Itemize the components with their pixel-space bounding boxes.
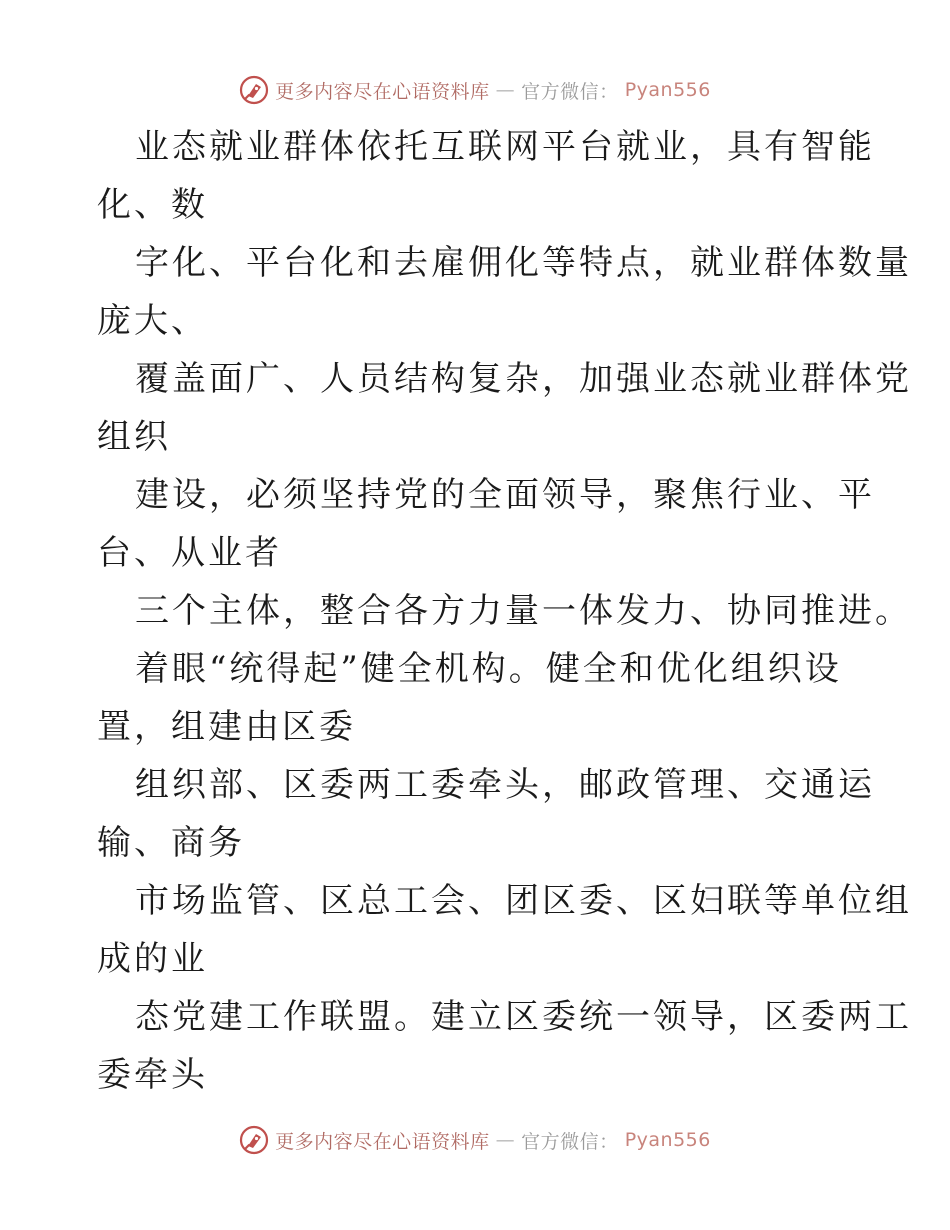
watermark-separator: —: [495, 1129, 516, 1151]
text-line-8: 台、从业者: [97, 533, 282, 573]
watermark-text: 更多内容尽在心语资料库: [275, 1130, 490, 1153]
text-line-12: 组织部、区委两工委牵头，邮政管理、交通运: [135, 765, 875, 805]
text-line-16: 态党建工作联盟。建立区委统一领导，区委两工: [135, 997, 912, 1037]
header-watermark: [0, 72, 950, 108]
text-line-13: 输、商务: [97, 823, 245, 863]
text-line-17: 委牵头: [97, 1055, 208, 1095]
text-line-11: 置，组建由区委: [97, 707, 356, 747]
watermark-text: 更多内容尽在心语资料库: [275, 80, 490, 103]
watermark-label: 官方微信：: [521, 1130, 619, 1153]
watermark-label: 官方微信：: [521, 80, 619, 103]
watermark-id: Pyan556: [624, 1129, 711, 1151]
text-line-5: 覆盖面广、人员结构复杂，加强业态就业群体党: [135, 359, 912, 399]
watermark-id: Pyan556: [624, 79, 711, 101]
text-line-4: 庞大、: [97, 301, 208, 341]
pen-nib-logo-icon: [239, 1125, 269, 1155]
footer-watermark: [0, 1122, 950, 1158]
text-line-3: 字化、平台化和去雇佣化等特点，就业群体数量: [135, 243, 912, 283]
text-line-9: 三个主体，整合各方力量一体发力、协同推进。: [135, 591, 912, 631]
text-line-10: 着眼“统得起”健全机构。健全和优化组织设: [135, 649, 842, 689]
text-line-14: 市场监管、区总工会、团区委、区妇联等单位组: [135, 881, 912, 921]
text-line-2: 化、数: [97, 185, 208, 225]
pen-nib-logo-icon: [239, 75, 269, 105]
watermark-separator: —: [495, 79, 516, 101]
text-line-1: 业态就业群体依托互联网平台就业，具有智能: [135, 127, 875, 167]
text-line-15: 成的业: [97, 939, 208, 979]
text-line-6: 组织: [97, 417, 171, 457]
text-line-7: 建设，必须坚持党的全面领导，聚焦行业、平: [135, 475, 875, 515]
